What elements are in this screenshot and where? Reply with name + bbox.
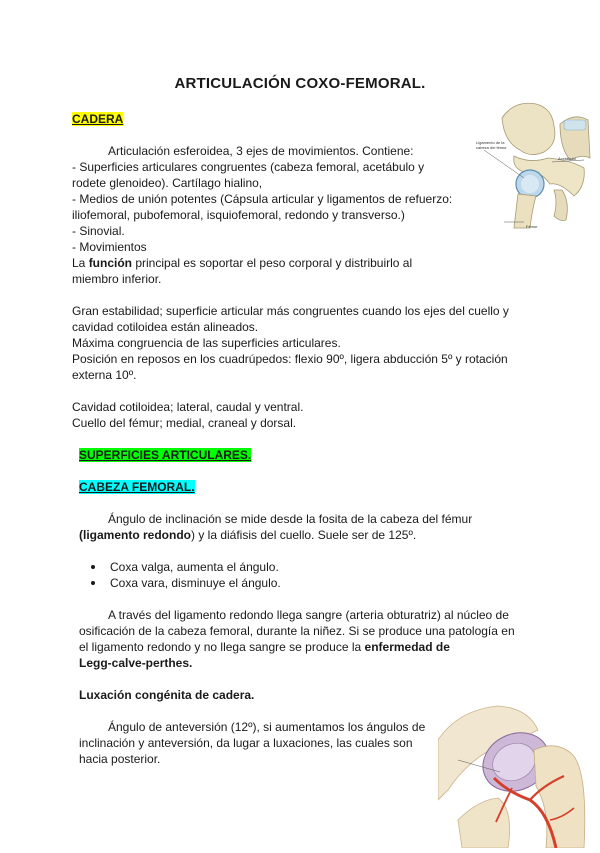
stability-line: externa 10º. <box>72 368 137 382</box>
bullet-icon <box>91 581 95 585</box>
cadera-intro: Articulación esferoidea, 3 ejes de movimientos. Contiene: <box>108 144 414 158</box>
disease-name: enfermedad de <box>364 640 450 654</box>
luxacion-line: hacia posterior. <box>79 752 161 766</box>
angle-line-1: Ángulo de inclinación se mide desde la fosita de la cabeza del fémur <box>108 512 473 526</box>
capsule-image <box>438 700 588 848</box>
blood-line: A través del ligamento redondo llega sangre (arteria obturatriz) al núcleo de <box>108 608 509 622</box>
funcion-bold: función <box>88 256 133 270</box>
section-heading-cabeza <box>79 479 195 495</box>
angle-rest: ) y la diáfisis del cuello. Suele ser de 125º. <box>191 528 417 542</box>
bullet-item: Coxa vara, disminuye el ángulo. <box>110 576 281 590</box>
figure-label: cabeza del fémur <box>476 145 507 150</box>
orientation-line: Cavidad cotiloidea; lateral, caudal y ventral. <box>72 400 304 414</box>
section-heading-superficies <box>79 447 251 463</box>
funcion-line-2: miembro inferior. <box>72 272 162 286</box>
cadera-item: - Sinovial. <box>72 224 125 238</box>
blood-line: osificación de la cabeza femoral, durante la niñez. Si se produce una patología en <box>79 624 515 638</box>
stability-line: Gran estabilidad; superficie articular más congruentes cuando los ejes del cuello y <box>72 304 509 318</box>
hip-joint-illustration <box>474 98 594 232</box>
hip-capsule-illustration <box>438 700 588 848</box>
cadera-heading: CADERA <box>72 112 124 126</box>
luxacion-line: inclinación y anteversión, da lugar a luxaciones, las cuales son <box>79 736 413 750</box>
figure-label: Ligamento de la <box>476 140 505 145</box>
section-heading-cadera <box>72 111 123 127</box>
cadera-item: - Superficies articulares congruentes (cabeza femoral, acetábulo y <box>72 160 425 174</box>
cabeza-heading: CABEZA FEMORAL. <box>79 480 195 494</box>
luxacion-line: Ángulo de anteversión (12º), si aumentamos los ángulos de <box>108 720 426 734</box>
cadera-item: iliofemoral, pubofemoral, isquiofemoral, redondo y transverso.) <box>72 208 405 222</box>
orientation-line: Cuello del fémur; medial, craneal y dorsal. <box>72 416 297 430</box>
angle-line-2 <box>79 527 416 543</box>
blood-line-3 <box>79 639 450 655</box>
cadera-item: rodete glenoideo). Cartílago hialino, <box>72 176 263 190</box>
stability-line: Máxima congruencia de las superficies articulares. <box>72 336 341 350</box>
stability-line: cavidad cotiloidea están alineados. <box>72 320 259 334</box>
superficies-heading: SUPERFICIES ARTICULARES. <box>79 448 252 462</box>
funcion-post: principal es soportar el peso corporal y distribuirlo al <box>132 256 413 270</box>
luxacion-heading: Luxación congénita de cadera. <box>79 688 255 702</box>
bullet-item: Coxa valga, aumenta el ángulo. <box>110 560 279 574</box>
stability-line: Posición en reposos en los cuadrúpedos: flexio 90º, ligera abducción 5º y rotación <box>72 352 508 366</box>
cadera-item: - Medios de unión potentes (Cápsula articular y ligamentos de refuerzo: <box>72 192 453 206</box>
pelvis-image <box>474 98 594 232</box>
angle-bold: (ligamento redondo <box>79 528 191 542</box>
bullet-icon <box>91 565 95 569</box>
figure-label: Acetábulo <box>558 156 576 161</box>
disease-name-2: Legg-calve-perthes. <box>79 656 193 670</box>
figure-label: Fémur <box>526 224 538 229</box>
page-title: ARTICULACIÓN COXO-FEMORAL. <box>174 75 426 92</box>
cadera-item: - Movimientos <box>72 240 147 254</box>
funcion-line <box>72 255 412 271</box>
funcion-pre: La <box>72 256 89 270</box>
blood-pre: el ligamento redondo y no llega sangre se produce la <box>79 640 365 654</box>
